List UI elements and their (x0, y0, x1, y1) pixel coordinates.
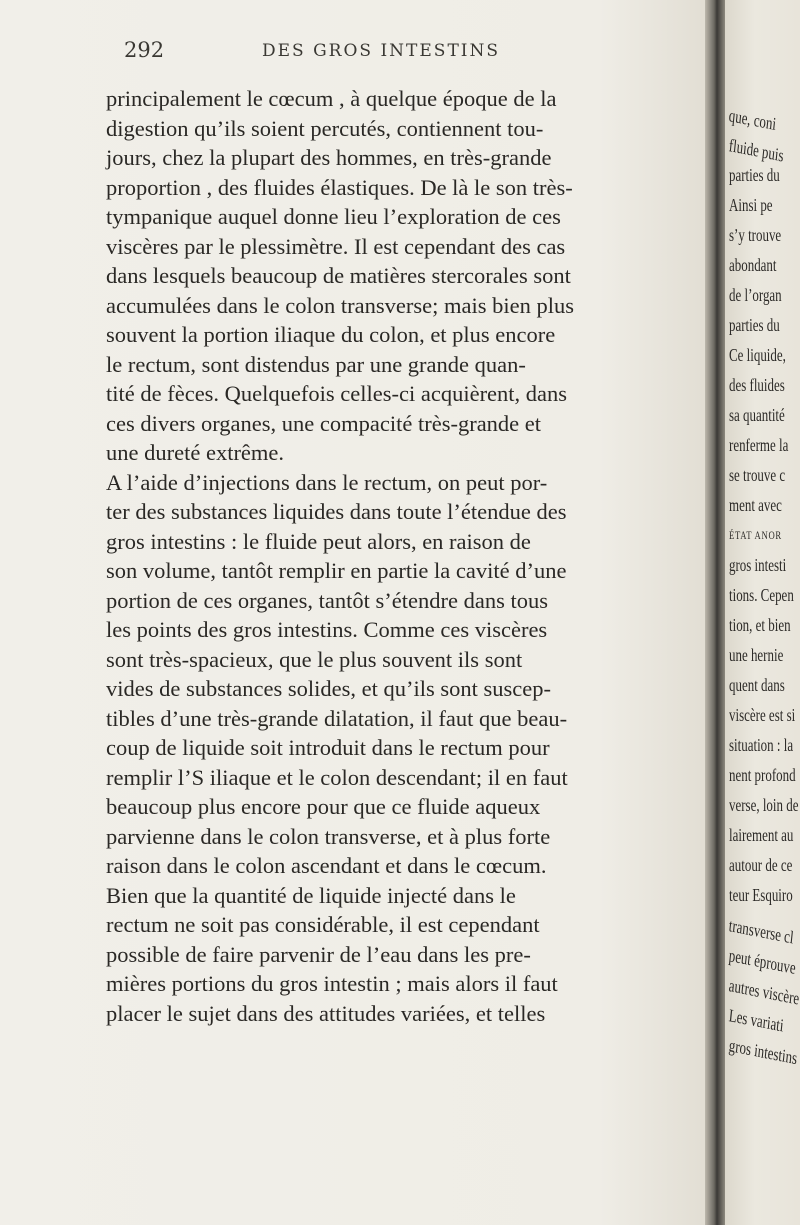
fragment-line: viscère est si (729, 705, 796, 725)
running-title: DES GROS INTESTINS (262, 41, 501, 61)
facing-page-fragments (727, 100, 800, 1069)
fragment-line: tion, et bien (729, 615, 791, 635)
text-line: sont très-spacieux, que le plus souvent ils sont (106, 646, 523, 672)
text-line: une dureté extrême. (106, 440, 285, 465)
fragment-line: fluide puis (727, 135, 785, 166)
fragment-line: transverse cl (727, 915, 795, 948)
fragment-line: s’y trouve (729, 225, 782, 245)
text-line: raison dans le colon ascendant et dans le cœcum. (106, 853, 547, 878)
fragment-line: lairement au (729, 825, 794, 845)
fragment-line: tions. Cepen (729, 585, 794, 605)
text-line: remplir l’S iliaque et le colon descendant; il en faut (106, 764, 568, 790)
text-line: coup de liquide soit introduit dans le rectum pour (106, 735, 550, 760)
text-line: tibles d’une très-grande dilatation, il faut que beau- (106, 705, 568, 731)
fragment-line: que, coni (727, 105, 778, 135)
text-line: jours, chez la plupart des hommes, en très-grande (106, 145, 552, 170)
text-line: dans lesquels beaucoup de matières stercorales sont (106, 263, 571, 288)
text-line: tympanique auquel donne lieu l’exploration de ces (106, 204, 561, 229)
text-line: possible de faire parvenir de l’eau dans les pre- (106, 941, 531, 967)
text-line: souvent la portion iliaque du colon, et plus encore (106, 322, 556, 347)
fragment-line: Ce liquide, (729, 345, 786, 365)
fragment-line: Les variati (727, 1005, 785, 1036)
fragment-line: une hernie (729, 645, 784, 665)
fragment-line: des fluides (729, 375, 785, 395)
fragment-line: autres viscère (727, 975, 800, 1009)
fragment-line: de l’organ (729, 285, 782, 305)
text-line: mières portions du gros intestin ; mais alors il faut (106, 971, 558, 996)
running-head (124, 38, 684, 64)
fragment-line: renferme la (729, 435, 789, 455)
body-text (106, 84, 686, 1028)
fragment-line: gros intesti (729, 555, 787, 575)
fragment-line: ment avec (729, 495, 782, 515)
text-line: rectum ne soit pas considérable, il est cependant (106, 912, 540, 937)
fragment-line: nent profond (729, 765, 796, 785)
text-line: le rectum, sont distendus par une grande quan- (106, 351, 526, 377)
text-line: beaucoup plus encore pour que ce fluide aqueux (106, 794, 541, 819)
fragment-line: autour de ce (729, 855, 793, 875)
text-line: viscères par le plessimètre. Il est cependant des cas (106, 233, 566, 259)
fragment-line: abondant (729, 255, 777, 275)
book-gutter (705, 0, 725, 1225)
fragment-line: Ainsi pe (729, 195, 773, 215)
fragment-line: teur Esquiro (729, 885, 793, 905)
fragment-line: situation : la (729, 735, 794, 755)
fragment-line: sa quantité (729, 405, 785, 425)
text-line: parvienne dans le colon transverse, et à plus forte (106, 823, 551, 849)
text-line: vides de substances solides, et qu’ils sont suscep- (106, 676, 551, 701)
facing-page-edge (725, 0, 800, 1225)
fragment-line: peut éprouve (727, 945, 797, 978)
text-line: ces divers organes, une compacité très-grande et (106, 410, 542, 436)
fragment-line: parties du (729, 165, 780, 185)
fragment-line: parties du (729, 315, 780, 335)
fragment-line: se trouve c (729, 465, 786, 485)
text-line: ter des substances liquides dans toute l’étendue des (106, 499, 567, 524)
text-line: placer le sujet dans des attitudes variées, et telles (106, 1000, 546, 1026)
text-line: principalement le cœcum , à quelque époque de la (106, 86, 557, 111)
fragment-line: quent dans (729, 675, 785, 695)
fragment-line: ÉTAT ANOR (729, 528, 782, 542)
text-line: les points des gros intestins. Comme ces viscères (106, 617, 548, 642)
text-line: accumulées dans le colon transverse; mais bien plus (106, 292, 574, 318)
text-line: son volume, tantôt remplir en partie la cavité d’une (106, 558, 567, 583)
text-line: proportion , des fluides élastiques. De là le son très- (106, 174, 573, 200)
text-line: tité de fèces. Quelquefois celles-ci acquièrent, dans (106, 381, 568, 406)
fragment-line: verse, loin de (729, 795, 799, 815)
text-line: gros intestins : le fluide peut alors, en raison de (106, 528, 531, 554)
fragment-line: gros intestins (727, 1035, 799, 1069)
text-line: A l’aide d’injections dans le rectum, on peut por- (106, 469, 548, 495)
text-line: digestion qu’ils soient percutés, contiennent tou- (106, 115, 544, 141)
text-line: Bien que la quantité de liquide injecté dans le (106, 882, 516, 908)
text-line: portion de ces organes, tantôt s’étendre dans tous (106, 587, 548, 613)
page-number: 292 (124, 38, 165, 62)
